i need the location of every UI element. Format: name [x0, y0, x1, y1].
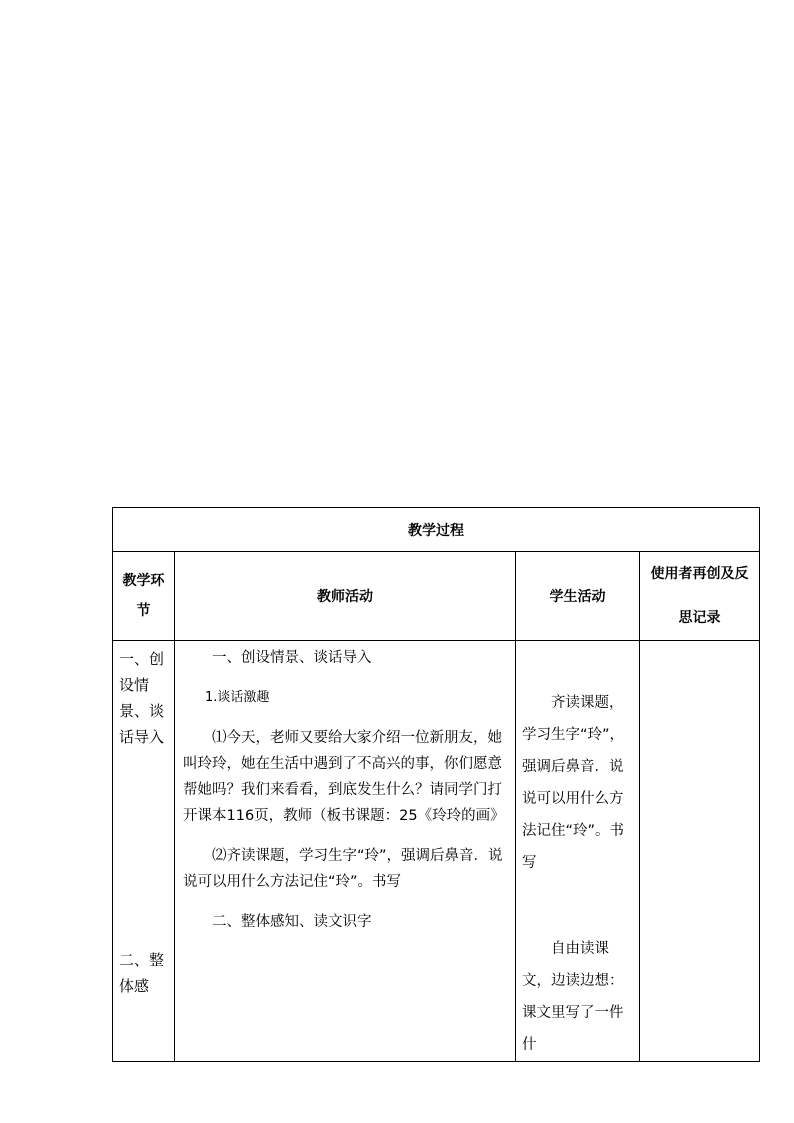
teacher-section-2: 二、整体感知、读文识字 — [212, 914, 372, 930]
reflection-cell — [640, 641, 760, 1062]
lesson-table — [112, 507, 760, 1062]
student-block-1: 齐读课题，学习生字“玲”，强调后鼻音．说说可以用什么方法记住“玲”。书写 — [522, 695, 625, 871]
stage-cell — [113, 641, 175, 1062]
stage-1: 一、创设情景、谈话导入 — [119, 650, 165, 746]
student-cell — [516, 641, 640, 1062]
student-block-2: 自由读课文，边读边想：课文里写了一件什 — [522, 941, 624, 1053]
header-stage: 教学环节 — [113, 552, 175, 641]
header-reflection: 使用者再创及反思记录 — [640, 552, 760, 641]
teacher-paragraph-1: ⑴今天，老师又要给大家介绍一位新朋友，她叫玲玲，她在生活中遇到了不高兴的事，你们愿意帮她吗？我们来看看，到底发生什么？请同学门打开课本116页，教师（板书课题：25《玲玲的画》 — [183, 730, 505, 824]
stage-2: 二、整体感 — [119, 951, 165, 995]
teacher-cell — [175, 641, 516, 1062]
header-student: 学生活动 — [516, 552, 640, 641]
teacher-section-1: 一、创设情景、谈话导入 — [212, 650, 372, 666]
table-title: 教学过程 — [113, 508, 760, 552]
title-row — [113, 508, 760, 552]
teacher-paragraph-2: ⑵齐读课题，学习生字“玲”，强调后鼻音．说说可以用什么方法记住“玲”。书写 — [183, 848, 503, 890]
teacher-sub-1: 1.谈话激趣 — [205, 690, 270, 705]
content-row — [113, 641, 760, 1062]
header-row — [113, 552, 760, 641]
header-teacher: 教师活动 — [175, 552, 516, 641]
